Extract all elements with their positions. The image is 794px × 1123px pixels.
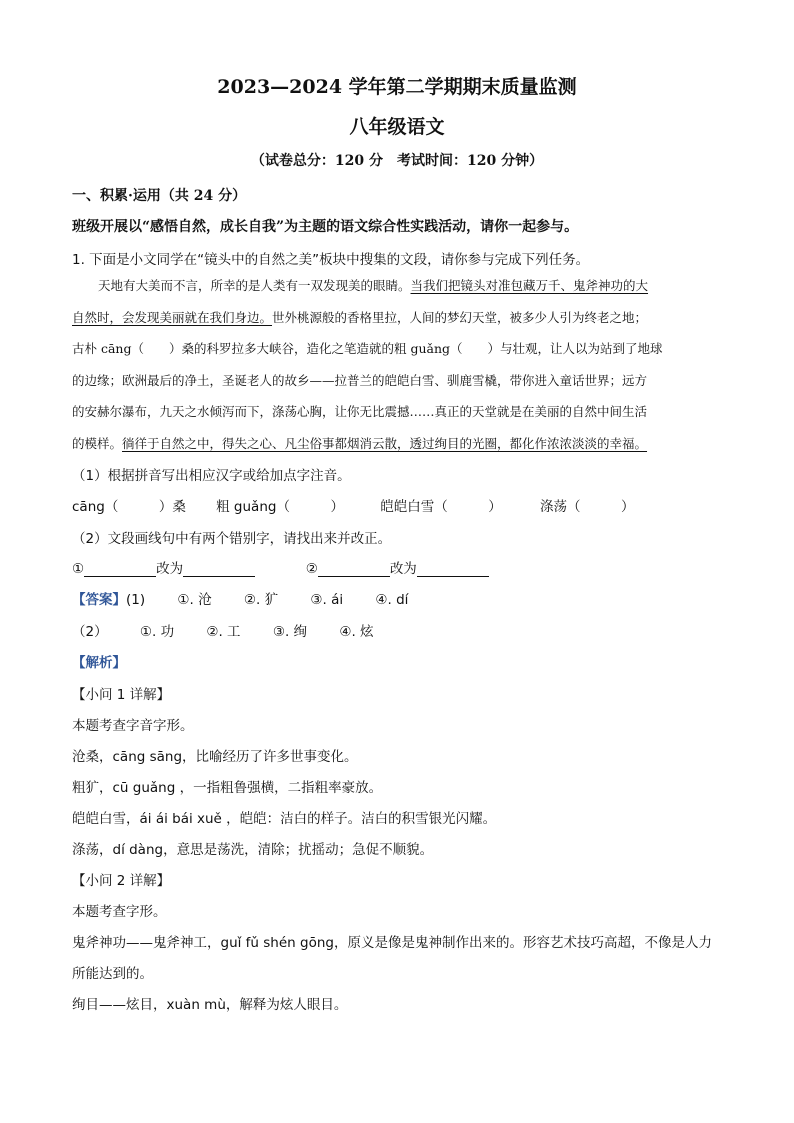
pinyin-item: cāng（ ）桑 <box>72 499 186 515</box>
answer-blank[interactable] <box>84 562 156 577</box>
page-title: 2023—2024 学年第二学期期末质量监测 <box>217 76 577 98</box>
underlined-sentence: 当我们把镜头对准包藏万千、鬼斧神功的大 <box>410 278 649 293</box>
answer-blank[interactable] <box>417 562 489 577</box>
sub-question-2-heading: 【小问 2 详解】 <box>72 873 171 889</box>
section-heading: 一、积累·运用（共 24 分） <box>72 188 247 204</box>
score-time-line: （试卷总分：120 分 考试时间：120 分钟） <box>250 153 544 169</box>
activity-intro: 班级开展以“感悟自然，成长自我”为主题的语文综合性实践活动，请你一起参与。 <box>72 219 579 235</box>
answer-item: ①. 沧 <box>177 592 212 608</box>
passage-line: 的安赫尔瀑布，九天之水倾泻而下，涤荡心胸，让你无比震撼……真正的天堂就是在美丽的自然中间生活 <box>72 404 648 419</box>
passage-line: 自然时，会发现美丽就在我们身边。世外桃源般的香格里拉，人间的梦幻天堂，被多少人引为终老之地； <box>72 309 648 325</box>
passage-line: 的边缘；欧洲最后的净土，圣诞老人的故乡——拉普兰的皑皑白雪、驯鹿雪橇，带你进入童话世界；远方 <box>72 372 648 388</box>
analysis-line: 绚目——炫目，xuàn mù，解释为炫人眼目。 <box>72 997 348 1013</box>
pinyin-item: 皑皑白雪（ ） <box>380 499 502 515</box>
answer-item: ③. ái <box>310 592 344 608</box>
answer-label: 【答案】 <box>72 592 126 608</box>
answer-row-2: （2） ①. 功 ②. 工 ③. 绚 ④. 炫 <box>72 624 374 640</box>
answer-item: ②. 犷 <box>243 592 279 608</box>
pinyin-item: 涤荡（ ） <box>540 499 635 515</box>
answer-item: ①. 功 <box>139 624 175 640</box>
analysis-line: 鬼斧神功——鬼斧神工，guǐ fǔ shén gōng，原义是像是鬼神制作出来的。形容艺术技巧高超，不像是人力 <box>72 935 712 951</box>
answer-item: ④. 炫 <box>339 624 374 640</box>
analysis-line: 涤荡，dí dàng，意思是荡洗，清除；扰摇动；急促不顺貌。 <box>72 842 434 858</box>
passage-line: 天地有大美而不言，所幸的是人类有一双发现美的眼睛。当我们把镜头对准包藏万千、鬼斧神功的大 <box>98 278 649 293</box>
pinyin-item: 粗 guǎng（ ） <box>216 499 344 515</box>
analysis-line: 粗犷，cū guǎng ，一指粗鲁强横，二指粗率豪放。 <box>72 780 383 796</box>
analysis-line: 所能达到的。 <box>72 966 153 982</box>
task-1-stem: （1）根据拼音写出相应汉字或给加点字注音。 <box>72 468 351 484</box>
task-1-items <box>72 495 635 515</box>
reading-passage <box>72 270 724 459</box>
task-2-stem: （2）文段画线句中有两个错别字，请找出来并改正。 <box>72 531 392 547</box>
page-subtitle: 八年级语文 <box>349 116 445 138</box>
sub-question-1-heading: 【小问 1 详解】 <box>72 687 171 703</box>
question-1-stem: 1. 下面是小文同学在“镜头中的自然之美”板块中搜集的文段，请你参与完成下列任务。 <box>72 252 590 268</box>
answer-blank[interactable] <box>183 562 255 577</box>
underlined-sentence: 徜徉于自然之中，得失之心、凡尘俗事都烟消云散，透过绚目的光圈，都化作浓浓淡淡的幸福。 <box>122 435 648 451</box>
underlined-sentence: 自然时，会发现美丽就在我们身边。 <box>72 309 273 325</box>
analysis-label: 【解析】 <box>72 655 126 671</box>
answer-item: ③. 绚 <box>272 624 308 640</box>
answer-row-1: 【答案】(1) ①. 沧 ②. 犷 ③. ái ④. dí <box>72 592 409 608</box>
answer-blank[interactable] <box>318 562 390 577</box>
answer-item: ④. dí <box>375 592 409 608</box>
task-2-blanks: ① 改为 ② 改为 <box>72 557 489 577</box>
analysis-line: 沧桑，cāng sāng，比喻经历了许多世事变化。 <box>72 749 358 765</box>
passage-line: 的模样。徜徉于自然之中，得失之心、凡尘俗事都烟消云散，透过绚目的光圈，都化作浓浓淡淡的幸福。 <box>72 435 648 451</box>
passage-line: 古朴 cāng（ ）桑的科罗拉多大峡谷，造化之笔造就的粗 guǎng（ ）与壮观，让人以为站到了地球 <box>72 341 663 356</box>
answer-item: ②. 工 <box>206 624 241 640</box>
analysis-line: 皑皑白雪，ái ái bái xuě ，皑皑：洁白的样子。洁白的积雪银光闪耀。 <box>72 811 497 827</box>
analysis-line: 本题考查字形。 <box>72 904 167 920</box>
analysis-line: 本题考查字音字形。 <box>72 718 194 734</box>
